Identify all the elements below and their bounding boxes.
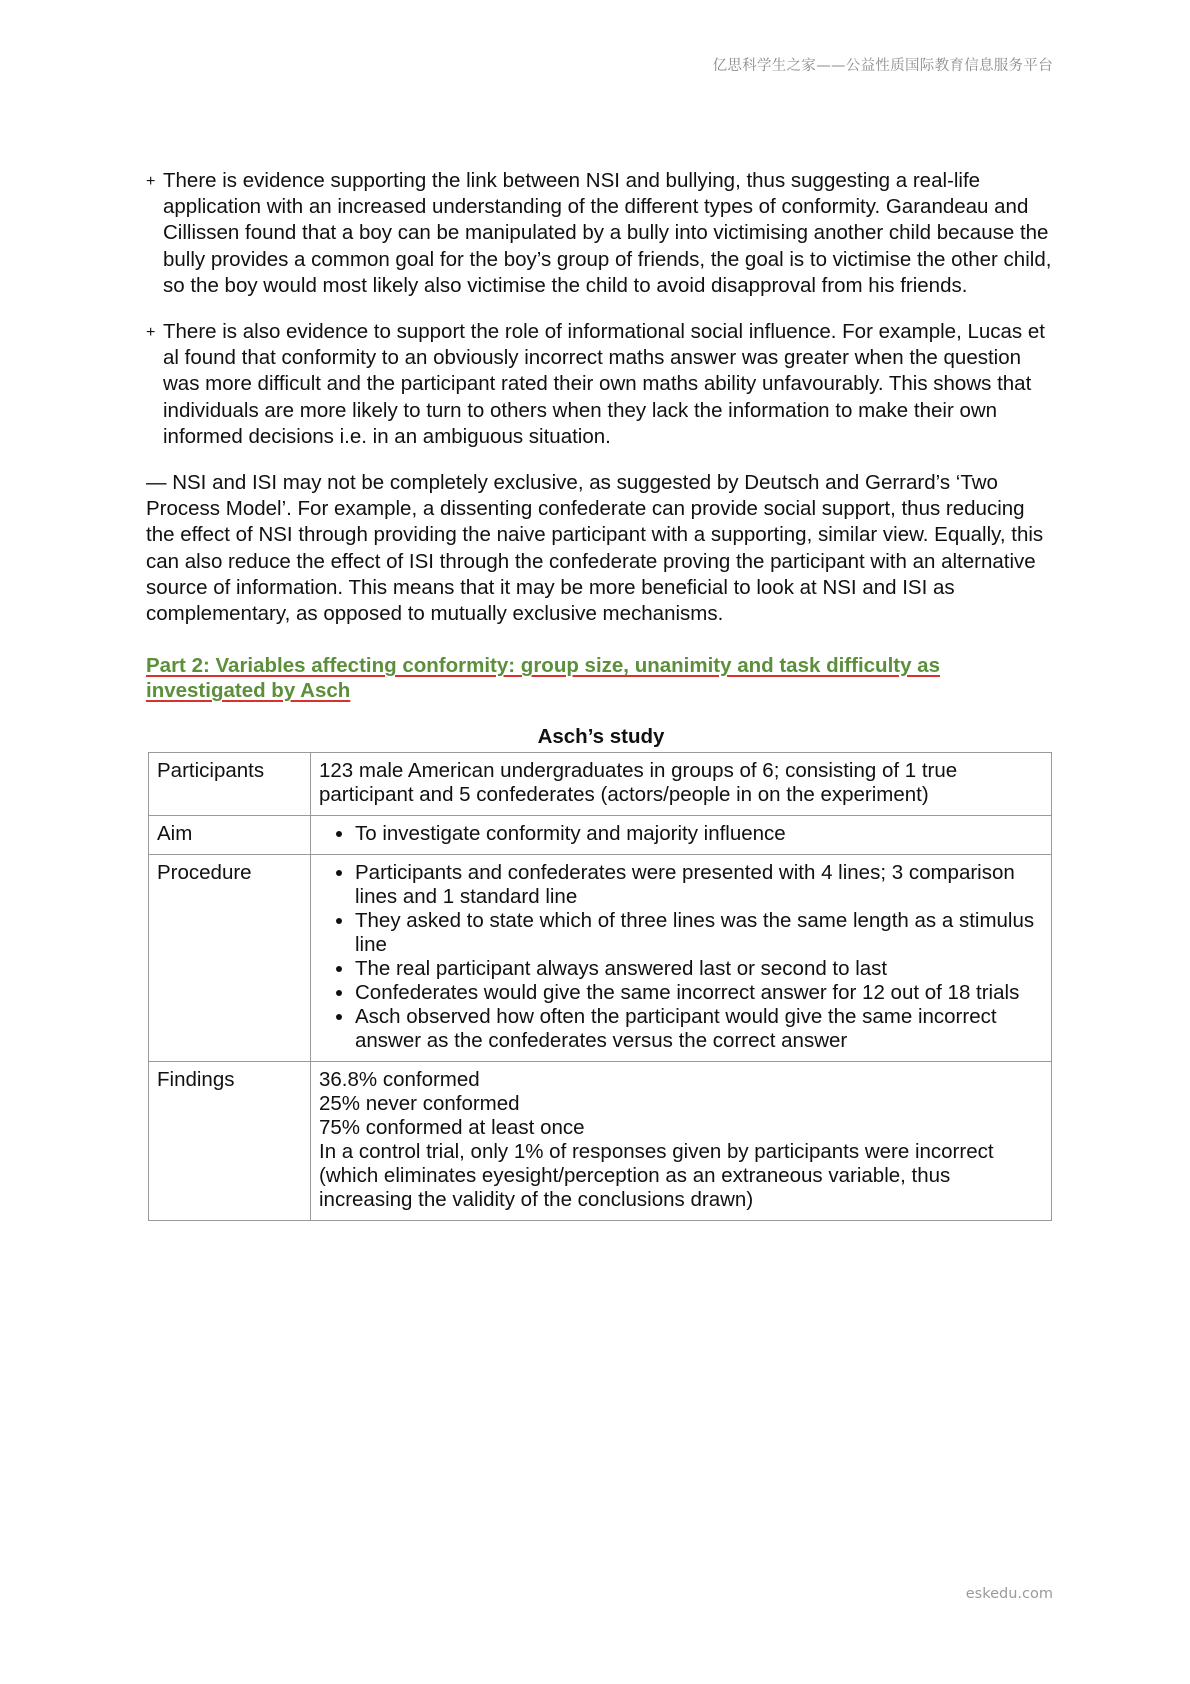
- finding-line: In a control trial, only 1% of responses given by participants were incorrect (which eliminates eyesight/perception as an extraneous variable, thus increasing the validity of the conclusions drawn): [319, 1140, 994, 1212]
- table-row: [149, 855, 1052, 1062]
- list-item: • Participants and confederates were presented with 4 lines; 3 comparison lines and 1 standard line: [355, 861, 1043, 909]
- table-row: [149, 753, 1052, 816]
- finding-line: 25% never conformed: [319, 1092, 520, 1116]
- page-footer-site: eskedu.com: [965, 1586, 1053, 1602]
- aim-list: [319, 822, 1043, 846]
- asch-study-table: [148, 752, 1052, 1221]
- procedure-cell: [311, 855, 1052, 1062]
- procedure-list: [319, 861, 1043, 1053]
- table-row: [149, 816, 1052, 855]
- list-item: • The real participant always answered last or second to last: [355, 957, 1043, 981]
- plus-sign-icon: +: [146, 324, 156, 342]
- finding-line: 75% conformed at least once: [319, 1116, 585, 1140]
- plus-sign-icon: +: [146, 173, 156, 190]
- aim-cell: [311, 816, 1052, 855]
- list-item: • To investigate conformity and majority influence: [355, 822, 1043, 846]
- evidence-text: There is also evidence to support the role of informational social influence. For example, Lucas et al found that conformity to an obviously incorrect maths answer was greater when the question was more difficult and the participant rated their own maths ability unfavourably. This shows that individuals are more likely to turn to others when they lack the information to make their own informed decisions i.e. in an ambiguous situation.: [163, 320, 1045, 448]
- criticism-paragraph: — NSI and ISI may not be completely exclusive, as suggested by Deutsch and Gerrard’s ‘Two Process Model’. For example, a dissenting confederate can provide social support, thus reducing the effect of NSI through providing the naive participant with a supporting, similar view. Equally, this can also reduce the effect of ISI through the confederate proving the participant with an alternative source of information. This means that it may be more beneficial to look at NSI and ISI as complementary, as opposed to mutually exclusive mechanisms.: [146, 471, 1044, 626]
- findings-cell: [311, 1062, 1052, 1221]
- list-item: • They asked to state which of three lines was the same length as a stimulus line: [355, 909, 1043, 957]
- page-header-source: 亿思科学生之家——公益性质国际教育信息服务平台: [712, 58, 1053, 74]
- evidence-text: There is evidence supporting the link between NSI and bullying, thus suggesting a real-life application with an increased understanding of the different types of conformity. Garandeau and Cillissen found that a boy can be manipulated by a bully into victimising another child because the bully provides a common goal for the boy’s group of friends, the goal is to victimise the other child, so the boy would most likely also victimise the child to avoid disapproval from his friends.: [163, 169, 1052, 297]
- row-label-procedure: Procedure: [149, 855, 311, 1062]
- finding-line: 36.8% conformed: [319, 1068, 480, 1092]
- row-label-aim: Aim: [149, 816, 311, 855]
- section-heading: Part 2: Variables affecting conformity: group size, unanimity and task difficulty as investigated by Asch: [146, 654, 940, 703]
- row-label-participants: Participants: [149, 753, 311, 816]
- list-item: • Asch observed how often the participant would give the same incorrect answer as the confederates versus the correct answer: [355, 1005, 1043, 1053]
- document-body: [146, 168, 1056, 1221]
- table-title: Asch’s study: [537, 725, 665, 749]
- evidence-point: [146, 319, 1056, 450]
- table-row: [149, 1062, 1052, 1221]
- participants-cell: 123 male American undergraduates in groups of 6; consisting of 1 true participant and 5 confederates (actors/people in on the experiment): [311, 753, 1052, 816]
- list-item: • Confederates would give the same incorrect answer for 12 out of 18 trials: [355, 981, 1043, 1005]
- evidence-point: [146, 168, 1056, 299]
- row-label-findings: Findings: [149, 1062, 311, 1221]
